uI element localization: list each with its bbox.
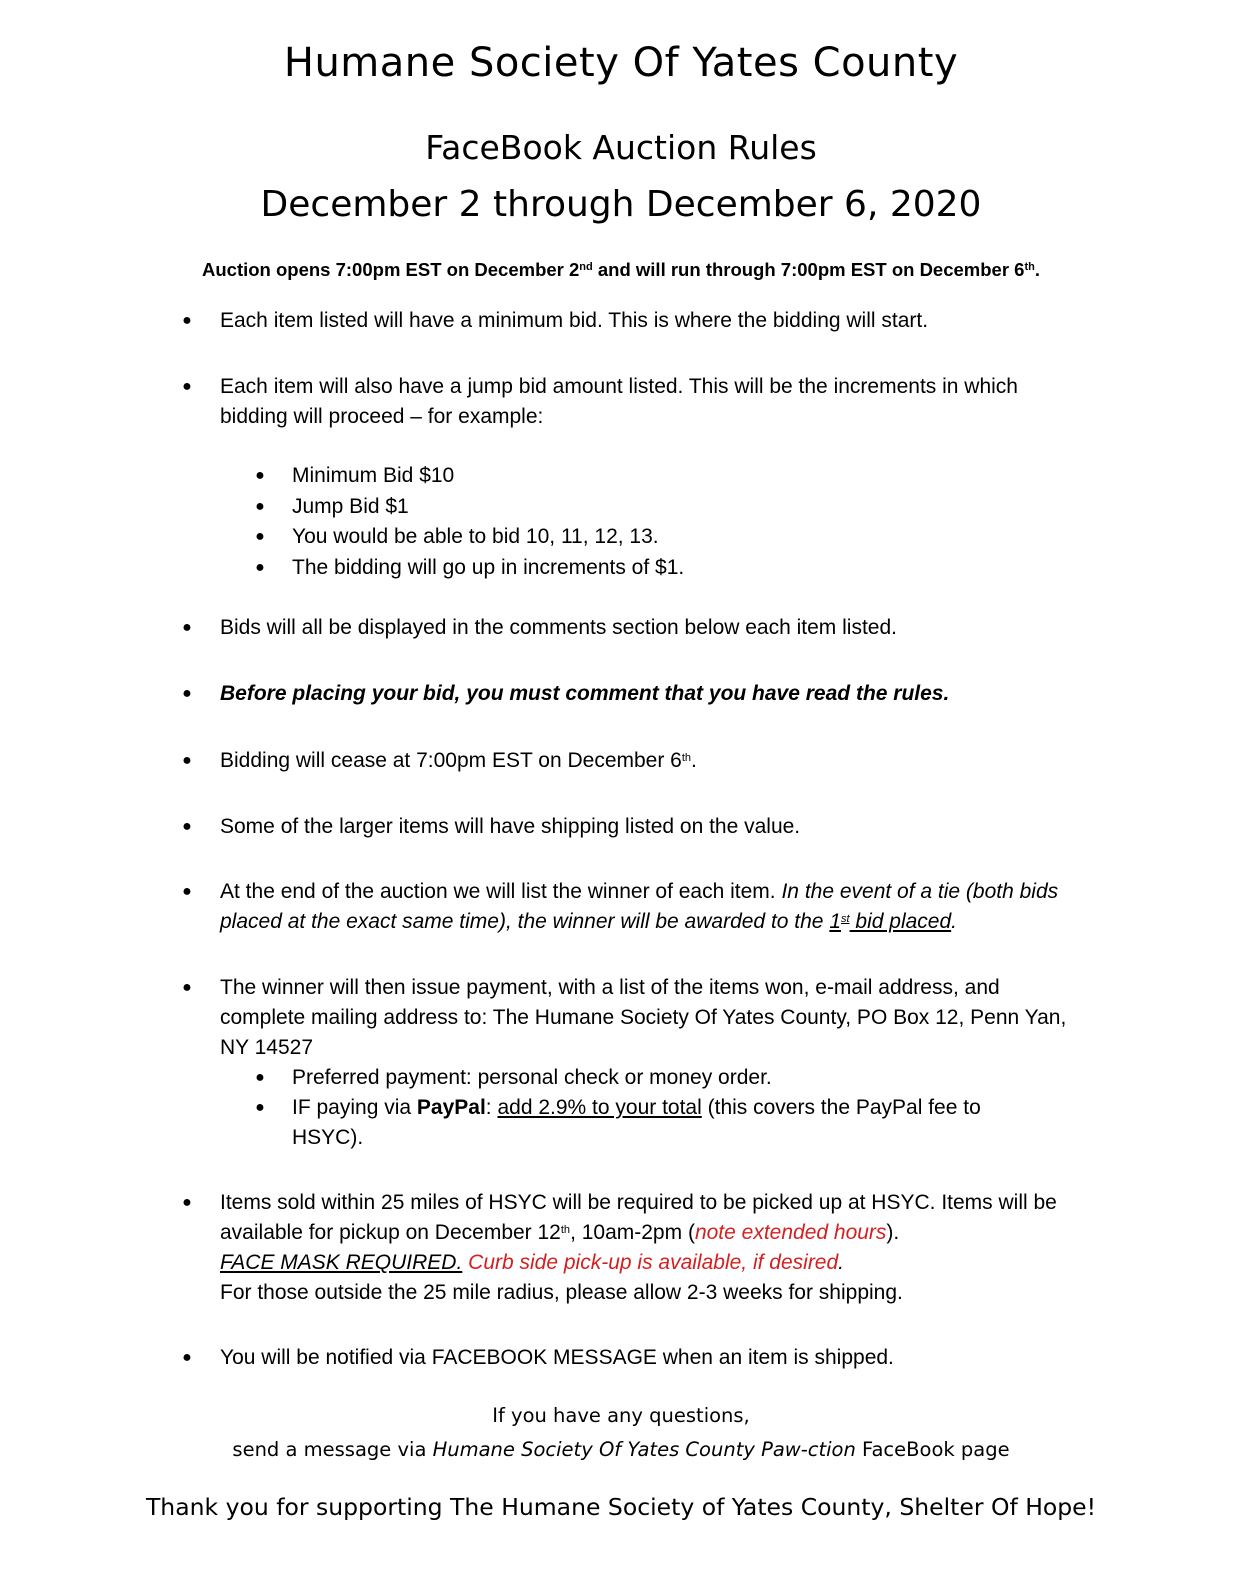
rule-text: You will be notified via FACEBOOK MESSAGE when an item is shipped.	[220, 1346, 894, 1369]
example-text: The bidding will go up in increments of $1.	[292, 556, 685, 579]
bullet-icon: ●	[255, 528, 265, 545]
bullet-icon: ●	[255, 467, 265, 484]
bullet-icon: ●	[182, 685, 192, 702]
rule-winner-tie	[182, 877, 1090, 937]
bullet-icon: ●	[182, 818, 192, 835]
rule-text: , 10am-2pm (	[570, 1221, 695, 1244]
rule-notification	[182, 1343, 1090, 1373]
example-increment	[255, 553, 1082, 583]
intro-text-part: Auction opens 7:00pm EST on December 2	[202, 259, 580, 280]
closing-thank-you: Thank you for supporting The Humane Society of Yates County, Shelter Of Hope!	[145, 1493, 1097, 1521]
payment-paypal	[255, 1093, 1052, 1153]
bullet-icon: ●	[182, 752, 192, 769]
bullet-icon: ●	[182, 883, 192, 900]
intro-text-part: .	[1034, 259, 1040, 280]
rule-text: Items sold within 25 miles of HSYC will be required to be picked up at HSYC. Items will be available for pickup on December 12	[220, 1191, 1057, 1244]
rule-text: Before placing your bid, you must comment that you have read the rules.	[220, 682, 950, 705]
bullet-icon: ●	[255, 1099, 265, 1116]
facebook-page-name: Humane Society Of Yates County Paw-ction	[432, 1438, 856, 1461]
bullet-icon: ●	[182, 378, 192, 395]
face-mask-notice: FACE MASK REQUIRED.	[220, 1251, 463, 1274]
document-title: FaceBook Auction Rules	[425, 128, 817, 167]
rule-text: Some of the larger items will have shipping listed on the value.	[220, 815, 801, 838]
rule-text: The winner will then issue payment, with a list of the items won, e-mail address, and complete mailing address to: The Humane Society Of Yates County, PO Box 12, Penn Yan, NY 14527	[220, 976, 1067, 1059]
example-text: Minimum Bid $10	[292, 464, 455, 487]
rule-text: .	[691, 749, 697, 772]
bullet-icon: ●	[255, 559, 265, 576]
intro-superscript: th	[1024, 261, 1035, 273]
bullet-icon: ●	[255, 498, 265, 515]
bullet-icon: ●	[182, 619, 192, 636]
rule-text: Each item will also have a jump bid amount listed. This will be the increments in which bidding will proceed – for example:	[220, 375, 1018, 428]
rule-minimum-bid	[182, 306, 1090, 336]
example-jump-bid	[255, 492, 1082, 522]
rule-read-rules	[182, 679, 1090, 709]
rule-payment	[182, 973, 1090, 1063]
rule-superscript: th	[560, 1224, 571, 1236]
example-text: You would be able to bid 10, 11, 12, 13.	[292, 525, 659, 548]
bullet-icon: ●	[182, 979, 192, 996]
extended-hours-note: note extended hours	[694, 1221, 887, 1244]
curbside-note: Curb side pick-up is available, if desired	[468, 1251, 839, 1274]
rule-bidding-ends	[182, 746, 1090, 776]
rule-text: Bids will all be displayed in the comments section below each item listed.	[220, 616, 897, 639]
rule-text: ).	[886, 1221, 900, 1244]
payment-text: :	[485, 1096, 498, 1119]
rule-jump-bid	[182, 372, 1090, 432]
rule-text: .	[951, 910, 957, 933]
shipping-radius-note: For those outside the 25 mile radius, please allow 2-3 weeks for shipping.	[220, 1281, 903, 1304]
rule-shipping	[182, 812, 1090, 842]
payment-preferred	[255, 1063, 1082, 1093]
contact-line	[0, 1438, 1242, 1461]
example-minimum-bid	[255, 461, 1082, 491]
auction-schedule-intro	[0, 259, 1242, 281]
bullet-icon: ●	[182, 1349, 192, 1366]
rule-superscript: st	[841, 913, 850, 925]
rule-text: .	[838, 1251, 845, 1274]
contact-text: FaceBook page	[855, 1438, 1010, 1461]
rule-tie-text: In the event of a tie (both bids placed at the exact same time), the winner will be awarded to the	[220, 880, 1059, 933]
bullet-icon: ●	[255, 1069, 265, 1086]
rule-superscript: th	[681, 752, 692, 764]
intro-superscript: nd	[579, 261, 593, 273]
rule-text: Each item listed will have a minimum bid. This is where the bidding will start.	[220, 309, 929, 332]
example-bid-sequence	[255, 522, 1082, 552]
bullet-icon: ●	[182, 1194, 192, 1211]
example-text: Jump Bid $1	[292, 495, 409, 518]
rule-text: At the end of the auction we will list the winner of each item.	[220, 880, 782, 903]
rule-text: Bidding will cease at 7:00pm EST on December 6	[220, 749, 682, 772]
organization-title: Humane Society Of Yates County	[283, 40, 959, 86]
intro-text-part: and will run through 7:00pm EST on December 6	[592, 259, 1025, 280]
payment-text: Preferred payment: personal check or money order.	[292, 1066, 772, 1089]
questions-line: If you have any questions,	[492, 1404, 750, 1427]
paypal-label: PayPal	[416, 1096, 486, 1119]
rule-bids-in-comments	[182, 613, 1090, 643]
auction-date-range: December 2 through December 6, 2020	[260, 184, 982, 225]
paypal-fee-note: add 2.9% to your total	[497, 1096, 702, 1119]
bullet-icon: ●	[182, 312, 192, 329]
payment-text: (this covers the PayPal fee to HSYC).	[292, 1096, 981, 1149]
payment-text: IF paying via	[292, 1096, 417, 1119]
rule-pickup	[182, 1188, 1090, 1308]
rule-first-bid: 1	[829, 910, 842, 933]
contact-text: send a message via	[232, 1438, 433, 1461]
rule-first-bid: bid placed	[849, 910, 952, 933]
